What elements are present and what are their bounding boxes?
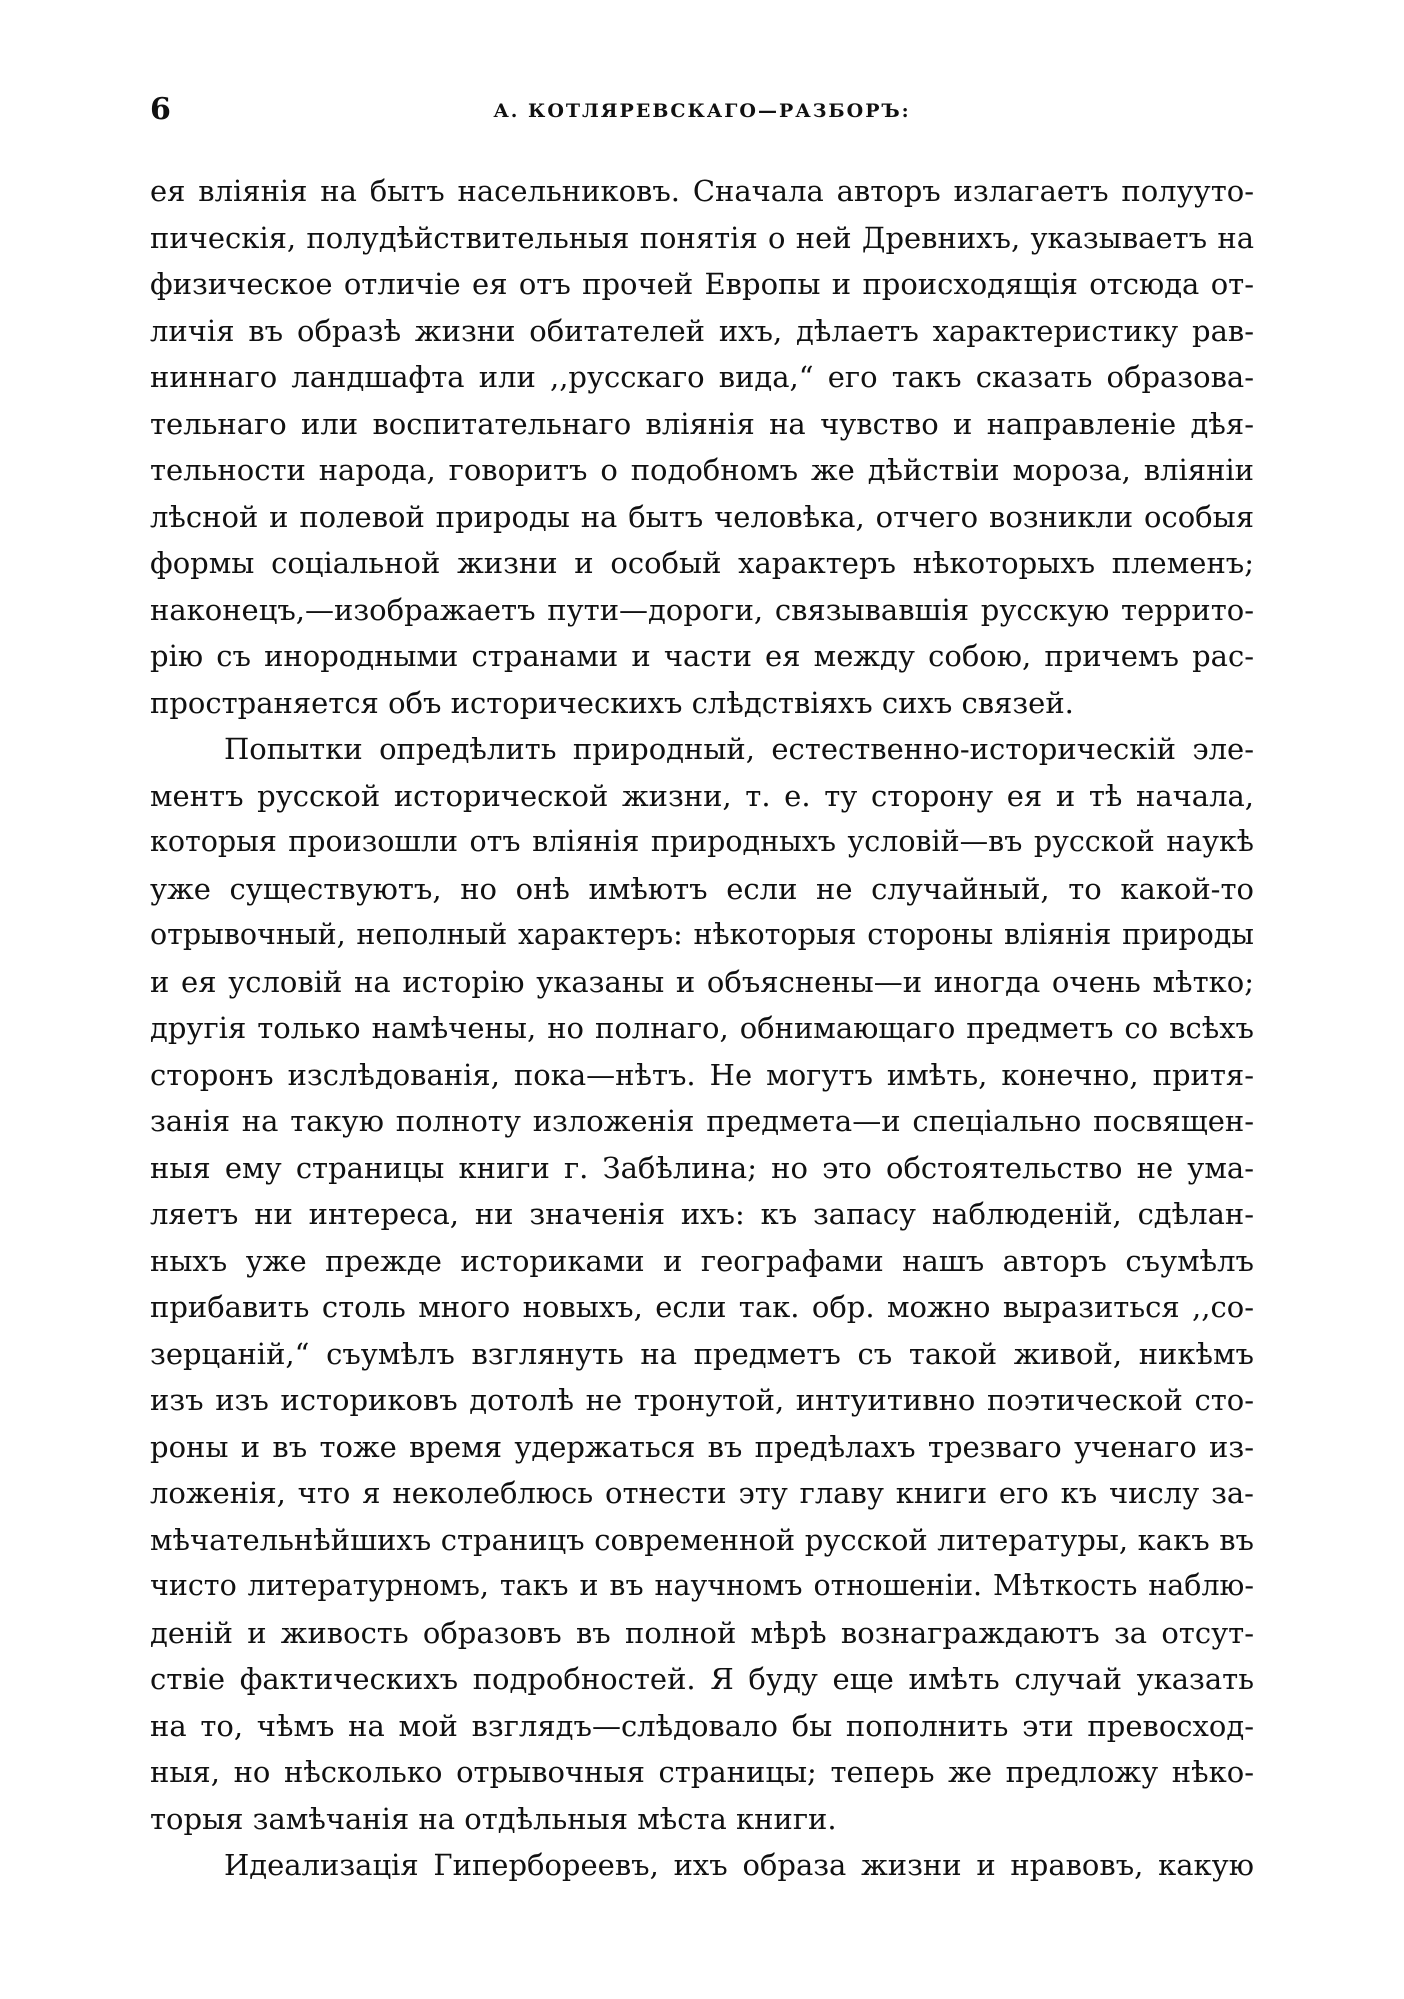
text-line: роны и въ тоже время удержаться въ предѣлахъ трезваго ученаго из- — [150, 1429, 1254, 1464]
text-line: пическія, полудѣйствительныя понятія о ней Древнихъ, указываетъ на — [150, 220, 1254, 255]
text-line: ныя ему страницы книги г. Забѣлина; но это обстоятельство не ума- — [150, 1150, 1254, 1185]
book-page — [150, 92, 1254, 1889]
paragraph — [150, 1842, 1254, 1889]
text-line: деній и живость образовъ въ полной мѣрѣ вознаграждаютъ за отсут- — [150, 1615, 1254, 1650]
text-line: ныя, но нѣсколько отрывочныя страницы; теперь же предложу нѣко- — [150, 1755, 1254, 1789]
text-line: ея вліянія на бытъ насельниковъ. Сначала авторъ излагаетъ полууто- — [150, 174, 1254, 208]
text-line: личія въ образѣ жизни обитателей ихъ, дѣлаетъ характеристику рав- — [150, 313, 1254, 348]
text-line: изъ изъ историковъ дотолѣ не тронутой, интуитивно поэтической сто- — [150, 1383, 1254, 1417]
text-line: ляетъ ни интереса, ни значенія ихъ: къ запасу наблюденій, сдѣлан- — [150, 1197, 1254, 1231]
text-line: зерцаній,“ съумѣлъ взглянуть на предметъ съ такой живой, никѣмъ — [150, 1336, 1254, 1371]
text-line: занія на такую полноту изложенія предмета—и спеціально посвящен- — [150, 1104, 1254, 1138]
running-head: А. КОТЛЯРЕВСКАГО—РАЗБОРЪ: — [493, 100, 911, 122]
text-line: тельнаго или воспитательнаго вліянія на чувство и направленіе дѣя- — [150, 406, 1254, 441]
text-line: Идеализація Гипербореевъ, ихъ образа жизни и нравовъ, какую — [224, 1848, 1254, 1882]
text-line: уже существуютъ, но онѣ имѣютъ если не случайный, то какой-то — [150, 871, 1254, 906]
text-line: отрывочный, неполный характеръ: нѣкоторыя стороны вліянія природы — [150, 918, 1254, 951]
text-line: и ея условій на исторію указаны и объяснены—и иногда очень мѣтко; — [150, 964, 1254, 999]
paragraph — [150, 168, 1254, 726]
text-line: мѣчательнѣйшихъ страницъ современной русской литературы, какъ въ — [150, 1522, 1254, 1557]
paragraph — [150, 726, 1254, 1842]
text-line: сторонъ изслѣдованія, пока—нѣтъ. Не могутъ имѣть, конечно, притя- — [150, 1057, 1254, 1092]
text-line: которыя произошли отъ вліянія природныхъ условій—въ русской наукѣ — [150, 825, 1254, 858]
text-line: торыя замѣчанія на отдѣльныя мѣста книги. — [150, 1801, 837, 1836]
text-line: физическое отличіе ея отъ прочей Европы и происходящія отсюда от- — [150, 267, 1254, 301]
text-line: на то, чѣмъ на мой взглядъ—слѣдовало бы пополнить эти превосход- — [150, 1708, 1254, 1743]
text-line: ниннаго ландшафта или ,,русскаго вида,“ его такъ сказать образова- — [150, 360, 1254, 394]
text-line: ствіе фактическихъ подробностей. Я буду еще имѣть случай указать — [150, 1662, 1254, 1696]
text-line: чисто литературномъ, такъ и въ научномъ отношеніи. Мѣткость наблю- — [150, 1569, 1254, 1602]
text-line: Попытки опредѣлить природный, естественно-историческій эле- — [224, 732, 1254, 766]
text-line: наконецъ,—изображаетъ пути—дороги, связывавшія русскую террито- — [150, 592, 1254, 627]
text-line: тельности народа, говоритъ о подобномъ же дѣйствіи мороза, вліяніи — [150, 453, 1254, 487]
page-header — [150, 92, 1254, 128]
text-line: формы соціальной жизни и особый характеръ нѣкоторыхъ племенъ; — [150, 546, 1254, 580]
text-line: ментъ русской исторической жизни, т. е. ту сторону ея и тѣ начала, — [150, 778, 1254, 813]
text-line: ложенія, что я неколеблюсь отнести эту главу книги его къ числу за- — [150, 1476, 1254, 1510]
text-line: пространяется объ историческихъ слѣдствіяхъ сихъ связей. — [150, 685, 1074, 720]
text-line: прибавить столь много новыхъ, если так. обр. можно выразиться ,,со- — [150, 1290, 1254, 1324]
page-number: 6 — [150, 92, 171, 127]
body-text — [150, 168, 1254, 1889]
text-line: рію съ инородными странами и части ея между собою, причемъ рас- — [150, 639, 1254, 673]
text-line: ныхъ уже прежде историками и географами нашъ авторъ съумѣлъ — [150, 1243, 1254, 1278]
text-line: другія только намѣчены, но полнаго, обнимающаго предметъ со всѣхъ — [150, 1011, 1254, 1045]
text-line: лѣсной и полевой природы на бытъ человѣка, отчего возникли особыя — [150, 499, 1254, 534]
